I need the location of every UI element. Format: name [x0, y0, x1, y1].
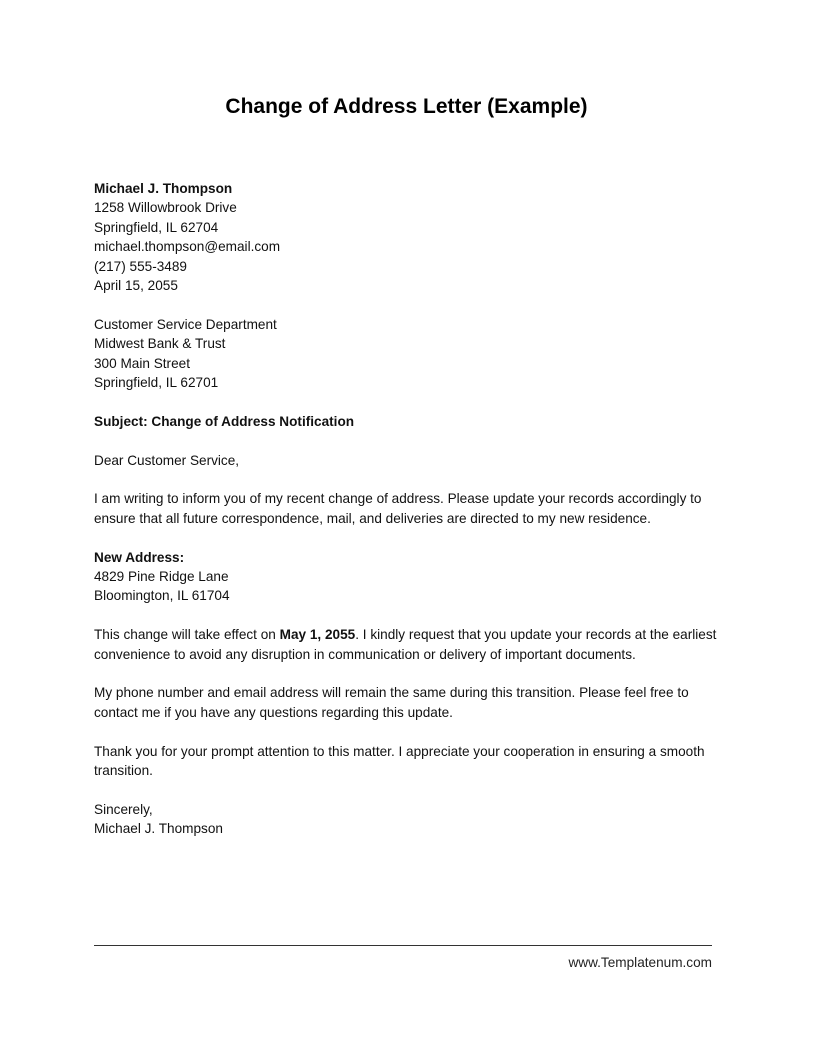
footer-website: www.Templatenum.com [568, 955, 712, 970]
sender-city: Springfield, IL 62704 [94, 219, 219, 235]
salutation: Dear Customer Service, [94, 452, 240, 468]
effective-date: May 1, 2055 [279, 627, 356, 643]
intro-paragraph: I am writing to inform you of my recent change of address. Please update your records accordingly to ensure that all future correspondence, mail, and deliveries are directed to my new residence. [94, 491, 702, 526]
sender-block [94, 179, 724, 295]
footer-divider [94, 945, 712, 946]
effective-text-after: . I kindly request that you update your records at the earliest convenience to avoid any disruption in communication or delivery of important documents. [94, 627, 717, 662]
new-address-block [94, 548, 724, 606]
letter-body [94, 179, 724, 858]
recipient-city: Springfield, IL 62701 [94, 375, 219, 391]
sender-name: Michael J. Thompson [94, 181, 233, 196]
recipient-company: Midwest Bank & Trust [94, 336, 226, 352]
new-address-city: Bloomington, IL 61704 [94, 588, 230, 604]
recipient-block [94, 315, 724, 393]
page-title: Change of Address Letter (Example) [225, 95, 588, 118]
sender-email: michael.thompson@email.com [94, 239, 281, 255]
new-address-street: 4829 Pine Ridge Lane [94, 569, 229, 585]
new-address-heading: New Address: [94, 549, 185, 565]
sender-phone: (217) 555-3489 [94, 258, 187, 274]
recipient-department: Customer Service Department [94, 316, 277, 332]
recipient-street: 300 Main Street [94, 355, 190, 371]
contact-paragraph: My phone number and email address will remain the same during this transition. Please feel free to contact me if you have any questions regarding this update. [94, 685, 689, 720]
closing-block [94, 800, 724, 839]
effective-date-paragraph [94, 625, 724, 664]
sender-street: 1258 Willowbrook Drive [94, 200, 237, 216]
valediction: Sincerely, [94, 801, 153, 817]
subject-line: Subject: Change of Address Notification [94, 413, 355, 429]
letter-date: April 15, 2055 [94, 278, 178, 294]
effective-text-before: This change will take effect on [94, 627, 280, 643]
signature-name: Michael J. Thompson [94, 821, 223, 837]
thanks-paragraph: Thank you for your prompt attention to this matter. I appreciate your cooperation in ensuring a smooth transition. [94, 743, 705, 779]
